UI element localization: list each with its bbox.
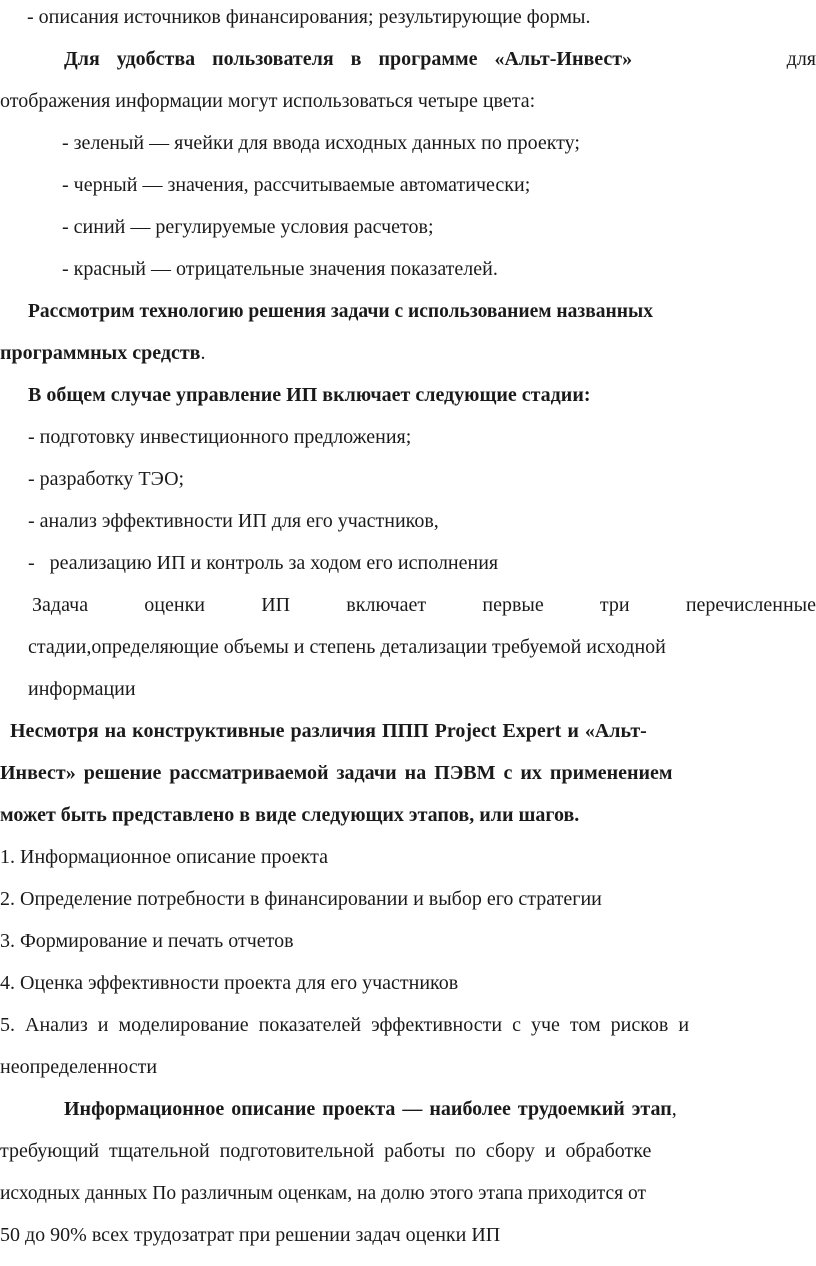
step-item xyxy=(0,878,816,920)
user-paragraph-text: отображения информации могут использоваться четыре цвета: xyxy=(0,90,536,112)
task-word: ИП xyxy=(261,594,291,616)
step-text: 3. Формирование и печать отчетов xyxy=(0,930,294,952)
despite-bold-text: Несмотря на конструктивные различия ППП Project Expert и «Альт- xyxy=(10,720,647,742)
step-text: 5. Анализ и моделирование показателей эффективности с уче том рисков и xyxy=(0,1014,690,1036)
info-line-4 xyxy=(0,1214,816,1256)
color-item-text: - красный — отрицательные значения показателей. xyxy=(62,258,498,280)
stage-item xyxy=(28,458,816,500)
task-word: первые xyxy=(482,594,544,616)
info-text: 50 до 90% всех трудозатрат при решении задач оценки ИП xyxy=(0,1224,501,1246)
despite-line-2 xyxy=(0,752,816,794)
funding-sources-line: - описания источников финансирования; результирующие формы. xyxy=(27,6,591,28)
step-item-continuation xyxy=(0,1046,816,1088)
user-paragraph-word: для xyxy=(786,48,816,70)
stage-text: - анализ эффективности ИП для его участников, xyxy=(28,510,439,532)
stage-text: - разработку ТЭО; xyxy=(28,468,185,490)
despite-bold-text: Инвест» решение рассматриваемой задачи на ПЭВМ с их применением xyxy=(0,762,673,784)
despite-bold-text: может быть представлено в виде следующих этапов, или шагов. xyxy=(0,804,580,826)
technology-bold-text: Рассмотрим технологию решения задачи с использованием названных xyxy=(28,301,653,322)
stage-text: - реализацию ИП и контроль за ходом его исполнения xyxy=(28,552,499,574)
step-text: 4. Оценка эффективности проекта для его участников xyxy=(0,972,459,994)
task-text: стадии,определяющие объемы и степень детализации требуемой исходной xyxy=(28,636,666,658)
step-item xyxy=(0,920,816,962)
step-item xyxy=(0,836,816,878)
color-item-green xyxy=(62,122,816,164)
task-line-1 xyxy=(32,584,816,626)
stage-item xyxy=(28,416,816,458)
task-line-2 xyxy=(28,626,816,668)
user-paragraph-bold: Для удобства пользователя в программе «Альт-Инвест» xyxy=(64,48,633,70)
task-text: информации xyxy=(28,678,136,700)
step-item xyxy=(0,962,816,1004)
step-item xyxy=(0,1004,816,1046)
stages-heading xyxy=(28,374,816,416)
stage-item xyxy=(28,500,816,542)
info-line-3 xyxy=(0,1172,816,1214)
task-word: три xyxy=(599,594,630,616)
user-paragraph-line-1 xyxy=(64,38,816,80)
task-word: включает xyxy=(346,594,427,616)
despite-line-3 xyxy=(0,794,816,836)
text-line xyxy=(27,0,807,38)
step-text: 1. Информационное описание проекта xyxy=(0,846,328,868)
color-item-red xyxy=(62,248,816,290)
color-item-text: - зеленый — ячейки для ввода исходных данных по проекту; xyxy=(62,132,580,154)
user-paragraph-line-2 xyxy=(0,80,816,122)
stage-item xyxy=(28,542,816,584)
stages-heading-text: В общем случае управление ИП включает следующие стадии: xyxy=(28,384,591,406)
step-text: 2. Определение потребности в финансировании и выбор его стратегии xyxy=(0,888,602,910)
info-comma: , xyxy=(671,1098,677,1120)
stage-text: - подготовку инвестиционного предложения; xyxy=(28,426,412,448)
info-bold-text: Информационное описание проекта — наиболее трудоемкий этап xyxy=(64,1098,672,1120)
info-line-1 xyxy=(64,1088,816,1130)
task-word: Задача xyxy=(32,594,89,616)
task-word: оценки xyxy=(144,594,205,616)
technology-dot: . xyxy=(200,342,206,364)
technology-bold-text: программных средств xyxy=(0,342,201,364)
color-item-black xyxy=(62,164,816,206)
color-item-text: - черный — значения, рассчитываемые автоматически; xyxy=(62,174,531,196)
technology-line-2 xyxy=(0,332,816,374)
info-text: исходных данных По различным оценкам, на долю этого этапа приходится от xyxy=(0,1183,647,1204)
info-line-2 xyxy=(0,1130,816,1172)
step-text: неопределенности xyxy=(0,1056,158,1078)
despite-line-1 xyxy=(10,710,816,752)
technology-line-1 xyxy=(28,290,816,332)
info-text: требующий тщательной подготовительной работы по сбору и обработке xyxy=(0,1140,652,1162)
color-item-blue xyxy=(62,206,816,248)
color-item-text: - синий — регулируемые условия расчетов; xyxy=(62,216,434,238)
task-line-3 xyxy=(28,668,816,710)
task-word: перечисленные xyxy=(685,594,816,616)
